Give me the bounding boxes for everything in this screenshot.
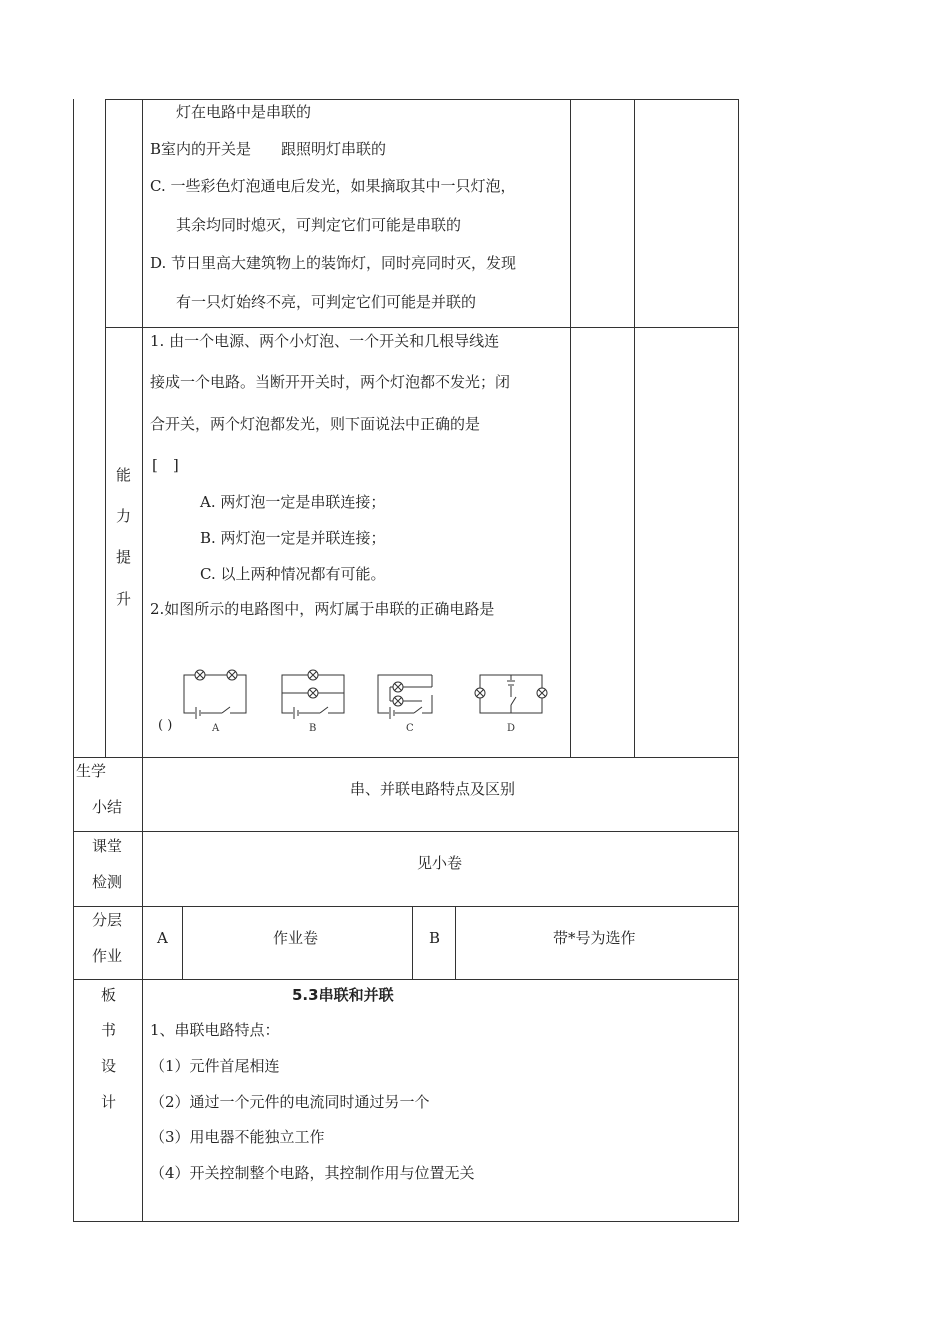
grid-line xyxy=(73,979,739,980)
grid-line xyxy=(142,99,143,1222)
circuit-label: B xyxy=(309,723,317,734)
grid-line xyxy=(105,99,739,100)
label-char: 设 xyxy=(101,1057,117,1075)
homework-b-label: B xyxy=(429,929,441,947)
classtest-label-top: 课堂 xyxy=(92,837,123,855)
text-line: 其余均同时熄灭，可判定它们可能是串联的 xyxy=(176,216,462,234)
board-line: 1、串联电路特点： xyxy=(150,1021,280,1039)
circuit-diagram-d xyxy=(472,665,552,737)
grid-line xyxy=(412,906,413,979)
homework-a-label: A xyxy=(157,929,168,947)
text-line: D. 节日里高大建筑物上的装饰灯，同时亮同时灭，发现 xyxy=(150,254,517,272)
board-line: （4）开关控制整个电路，其控制作用与位置无关 xyxy=(150,1164,475,1182)
circuit-label: C xyxy=(406,723,414,734)
question-line: 接成一个电路。当断开开关时，两个灯泡都不发光；闭 xyxy=(150,373,511,391)
circuit-diagram-a xyxy=(178,665,258,737)
label-char: 计 xyxy=(101,1093,117,1111)
option-line: A. 两灯泡一定是串联连接； xyxy=(200,493,386,511)
circuit-diagram-b xyxy=(276,665,356,737)
summary-label-bottom: 小结 xyxy=(92,798,123,816)
circuit-label: A xyxy=(212,723,220,734)
label-char: 力 xyxy=(116,507,132,525)
summary-label-top: 生学 xyxy=(76,762,107,780)
grid-line xyxy=(73,757,739,758)
label-char: 能 xyxy=(116,466,132,484)
grid-line xyxy=(182,906,183,979)
label-char: 板 xyxy=(101,986,117,1004)
grid-line xyxy=(105,99,106,757)
question-line: 合开关，两个灯泡都发光，则下面说法中正确的是 xyxy=(150,415,481,433)
grid-line xyxy=(73,906,739,907)
board-line: （1）元件首尾相连 xyxy=(150,1057,280,1075)
grid-line xyxy=(455,906,456,979)
answer-blank: ( ) xyxy=(158,718,173,733)
answer-bracket: [ ] xyxy=(152,456,179,474)
homework-a-content: 作业卷 xyxy=(273,929,319,947)
circuit-label: D xyxy=(507,723,516,734)
board-line: （2）通过一个元件的电流同时通过另一个 xyxy=(150,1093,430,1111)
homework-label-top: 分层 xyxy=(92,911,123,929)
question-line: 1. 由一个电源、两个小灯泡、一个开关和几根导线连 xyxy=(150,332,500,350)
circuit-diagram-c xyxy=(372,665,452,737)
summary-content: 串、并联电路特点及区别 xyxy=(350,780,516,798)
text-line: B室内的开关是 跟照明灯串联的 xyxy=(150,140,387,158)
board-title: 5.3串联和并联 xyxy=(292,986,394,1004)
board-line: （3）用电器不能独立工作 xyxy=(150,1128,325,1146)
label-char: 书 xyxy=(101,1021,117,1039)
grid-line xyxy=(73,831,739,832)
grid-line xyxy=(570,99,571,757)
option-line: C. 以上两种情况都有可能。 xyxy=(200,565,386,583)
homework-label-bottom: 作业 xyxy=(92,947,123,965)
grid-line xyxy=(73,1221,739,1222)
grid-line xyxy=(738,99,739,1222)
question-line: 2.如图所示的电路图中，两灯属于串联的正确电路是 xyxy=(150,600,495,618)
text-line: C. 一些彩色灯泡通电后发光，如果摘取其中一只灯泡， xyxy=(150,177,516,195)
classtest-content: 见小卷 xyxy=(417,854,463,872)
grid-line xyxy=(105,327,739,328)
homework-b-content: 带*号为选作 xyxy=(553,929,636,947)
classtest-label-bottom: 检测 xyxy=(92,873,123,891)
option-line: B. 两灯泡一定是并联连接； xyxy=(200,529,386,547)
text-line: 有一只灯始终不亮，可判定它们可能是并联的 xyxy=(176,293,477,311)
grid-line xyxy=(634,99,635,757)
grid-line xyxy=(73,99,74,1222)
text-line: 灯在电路中是串联的 xyxy=(176,103,312,121)
label-char: 升 xyxy=(116,590,132,608)
label-char: 提 xyxy=(116,548,132,566)
